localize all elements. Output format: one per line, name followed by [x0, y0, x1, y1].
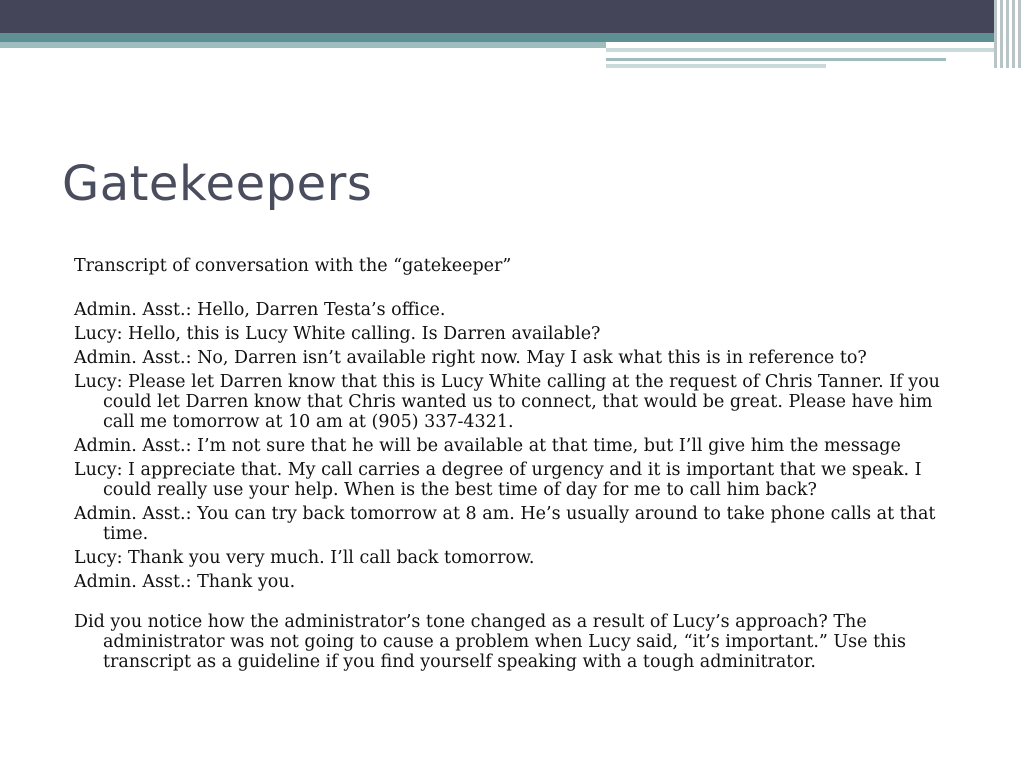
slide-body: [74, 256, 964, 676]
transcript-line: Admin. Asst.: You can try back tomorrow at 8 am. He’s usually around to take phone calls at that time.: [74, 504, 936, 544]
header-accent-bar: [0, 33, 1024, 42]
transcript-intro: Transcript of conversation with the “gatekeeper”: [74, 256, 512, 276]
header-stripes: [994, 0, 1024, 68]
transcript-line: Admin. Asst.: No, Darren isn’t available right now. May I ask what this is in reference to?: [74, 348, 867, 368]
header-decor-line: [606, 58, 946, 61]
slide-title: Gatekeepers: [62, 156, 373, 212]
header-decor-line: [606, 48, 996, 52]
transcript-line: Admin. Asst.: I’m not sure that he will be available at that time, but I’ll give him the message: [74, 436, 901, 456]
transcript-line: Admin. Asst.: Thank you.: [74, 572, 296, 592]
header-decor-line: [606, 64, 826, 68]
transcript-line: Admin. Asst.: Hello, Darren Testa’s office.: [74, 300, 446, 320]
conclusion-text: Did you notice how the administrator’s tone changed as a result of Lucy’s approach? The administrator was not going to cause a problem when Lucy said, “it’s important.” Use this transcript as a guideline if you find yourself speaking with a tough adminitrator.: [74, 612, 906, 672]
transcript-line: Lucy: Please let Darren know that this is Lucy White calling at the request of Chris Tanner. If you could let Darren know that Chris wanted us to connect, that would be great. Please have him call me tomorrow at 10 am at (905) 337-4321.: [74, 372, 940, 432]
header-bar: [0, 0, 1024, 33]
header-light-bar: [0, 42, 606, 48]
transcript-line: Lucy: Hello, this is Lucy White calling. Is Darren available?: [74, 324, 601, 344]
transcript-line: Lucy: Thank you very much. I’ll call back tomorrow.: [74, 548, 535, 568]
transcript-line: Lucy: I appreciate that. My call carries a degree of urgency and it is important that we speak. I could really use your help. When is the best time of day for me to call him back?: [74, 460, 922, 500]
